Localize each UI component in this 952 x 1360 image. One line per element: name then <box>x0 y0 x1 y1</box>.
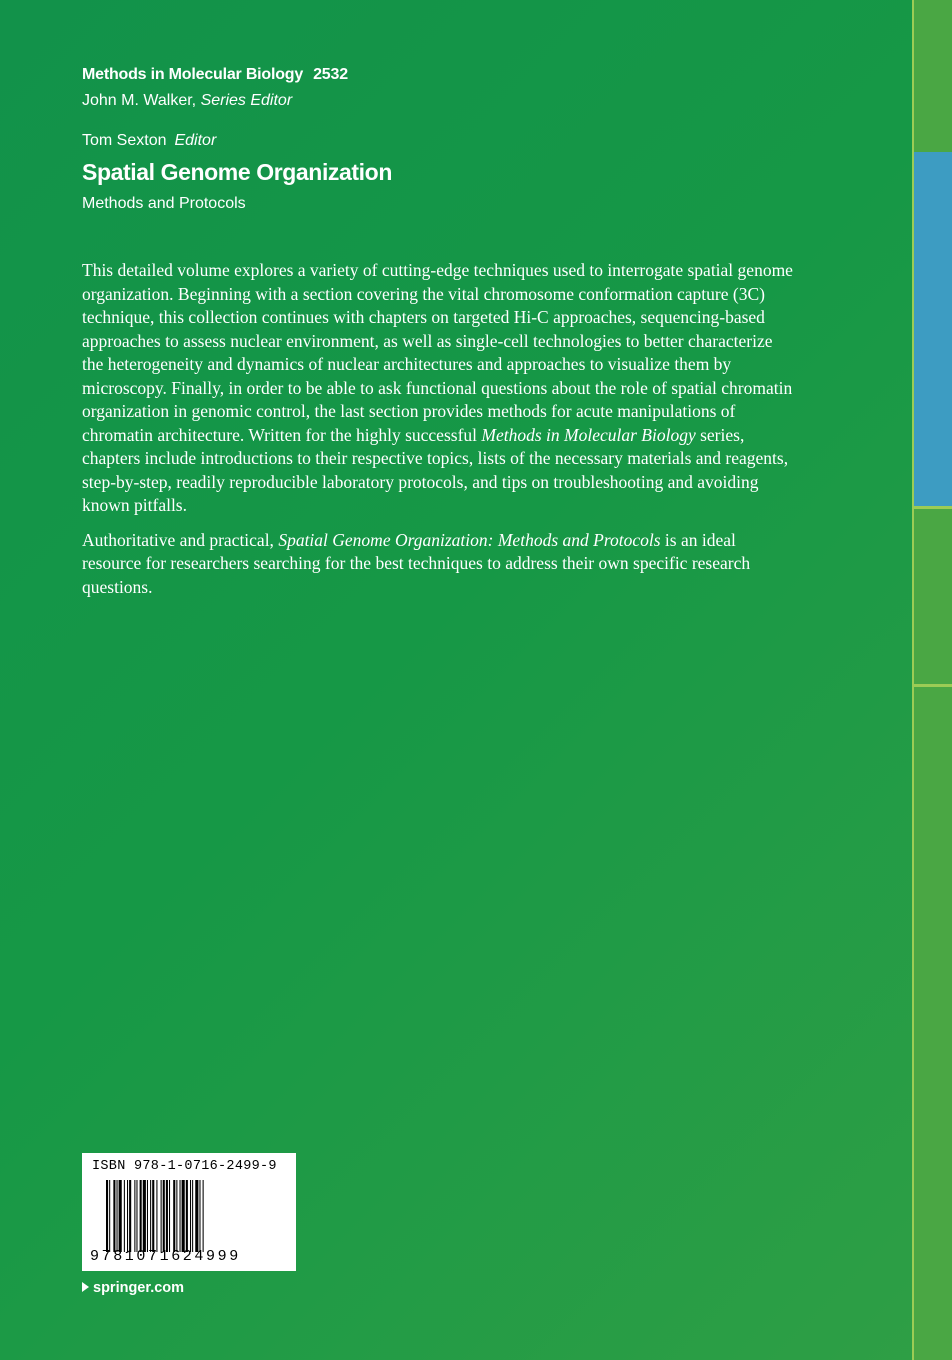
series-editor-role: Series Editor <box>200 92 293 109</box>
book-editor-line <box>82 132 216 150</box>
barcode-bar <box>203 1180 204 1252</box>
barcode-bar <box>190 1180 191 1252</box>
isbn-barcode <box>82 1153 296 1271</box>
barcode-bar <box>176 1180 177 1252</box>
barcode-bar <box>199 1180 200 1252</box>
book-title: Spatial Genome Organization <box>82 159 392 185</box>
barcode-bar <box>195 1180 198 1252</box>
barcode-bar <box>119 1180 122 1252</box>
barcode-bars <box>106 1180 288 1252</box>
cover-edge-rule <box>914 506 952 509</box>
series-heading <box>82 66 348 84</box>
series-editor-name: John M. Walker, <box>82 92 197 109</box>
barcode-bar <box>156 1180 157 1252</box>
description-paragraph-2: Authoritative and practical, Spatial Genome Organization: Methods and Protocols is an ideal resource for researchers searching for the best techniques to address their own specific research questions. <box>82 529 751 597</box>
barcode-bar <box>143 1180 146 1252</box>
barcode-bar <box>134 1180 135 1252</box>
barcode-bar <box>182 1180 185 1252</box>
barcode-bar <box>173 1180 175 1252</box>
book-editor-role: Editor <box>174 132 217 149</box>
barcode-bar <box>117 1180 118 1252</box>
barcode-bar <box>109 1180 110 1252</box>
barcode-bar <box>140 1180 142 1252</box>
barcode-bar <box>113 1180 115 1252</box>
barcode-bar <box>124 1180 125 1252</box>
barcode-bar <box>152 1180 154 1252</box>
barcode-bar <box>129 1180 131 1252</box>
barcode-bar <box>166 1180 168 1252</box>
book-editor-name: Tom Sexton <box>82 132 167 149</box>
arrow-right-icon <box>82 1282 89 1292</box>
series-editor-line <box>82 92 292 110</box>
barcode-bar <box>163 1180 165 1252</box>
barcode-bar <box>136 1180 137 1252</box>
series-number: 2532 <box>313 66 348 83</box>
barcode-bar <box>169 1180 170 1252</box>
barcode-bar <box>147 1180 148 1252</box>
barcode-bar <box>186 1180 188 1252</box>
barcode-bar <box>180 1180 181 1252</box>
book-description <box>82 259 798 610</box>
barcode-bar <box>161 1180 162 1252</box>
description-paragraph-1: This detailed volume explores a variety of cutting-edge techniques used to interrogate spatial genome organization. Beginning with a section covering the vital chromosome conformation capture (3C) technique, this collection continues with chapters on targeted Hi-C approaches, sequencing-based approaches to assess nuclear environment, as well as single-cell technologies to better characterize the heterogeneity and dynamics of nuclear architectures and approaches to visualize them by microscopy. Finally, in order to be able to ask functional questions about the role of spatial chromatin organization in genomic control, the last section provides methods for acute manipulations of chromatin architecture. Written for the highly successful Methods in Molecular Biology series, chapters include introductions to their respective topics, lists of the necessary materials and reagents, step-by-step, readily reproducible laboratory protocols, and tips on troubleshooting and avoiding known pitfalls. <box>82 260 793 515</box>
barcode-bar <box>150 1180 151 1252</box>
barcode-digits: 9781071624999 <box>90 1248 241 1265</box>
cover-edge-rule <box>914 684 952 687</box>
isbn-label: ISBN 978-1-0716-2499-9 <box>92 1159 277 1174</box>
barcode-bar <box>106 1180 108 1252</box>
publisher-website-text: springer.com <box>93 1280 185 1296</box>
barcode-bar <box>192 1180 193 1252</box>
cover-edge-blue-band <box>914 152 952 506</box>
book-subtitle: Methods and Protocols <box>82 195 246 212</box>
barcode-bar <box>127 1180 128 1252</box>
publisher-website[interactable] <box>82 1280 184 1296</box>
series-name: Methods in Molecular Biology <box>82 66 304 83</box>
